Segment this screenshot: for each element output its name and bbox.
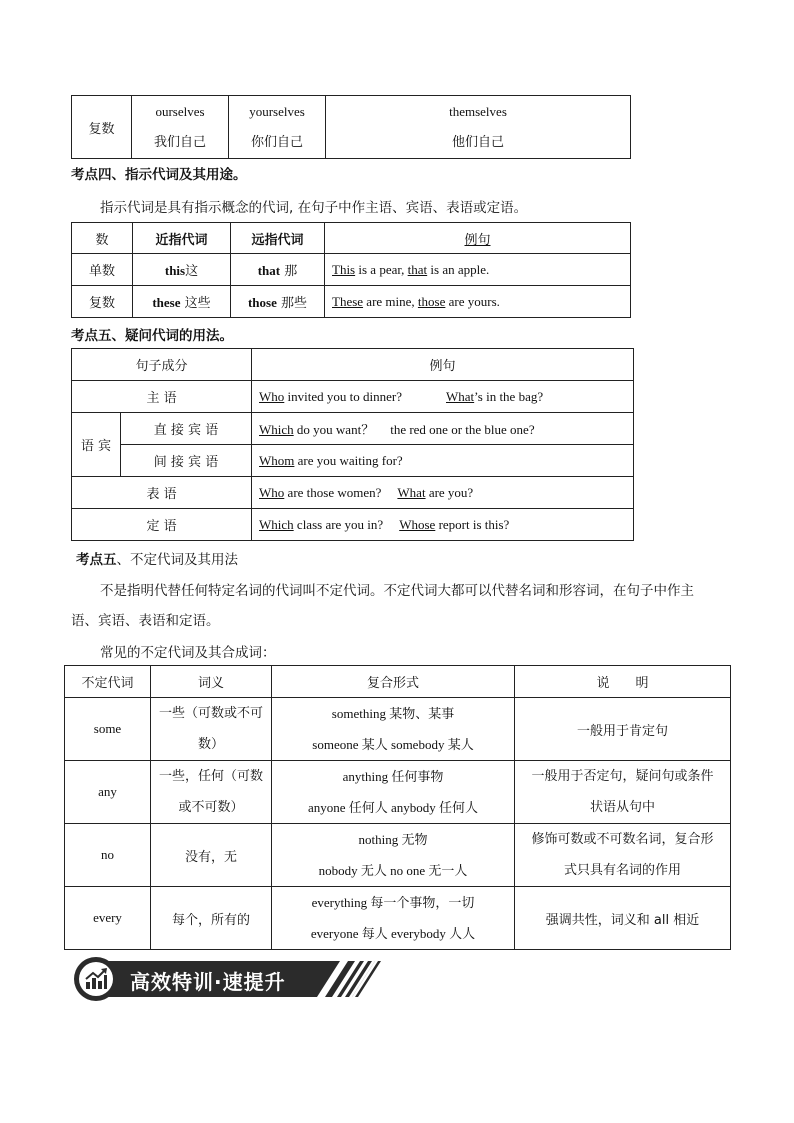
section-banner <box>72 956 387 1002</box>
table-cell: 定 语 <box>72 509 252 541</box>
demonstrative-table <box>71 222 631 318</box>
table-cell: some <box>65 698 151 761</box>
table-header: 说 明 <box>515 666 731 698</box>
table-cell: 一些，任何（可数 或不可数） <box>151 761 272 824</box>
table-header: 例句 <box>252 349 634 381</box>
table-cell: yourselves 你们自己 <box>229 96 326 159</box>
table-cell: those 那些 <box>231 286 325 318</box>
table-header: 不定代词 <box>65 666 151 698</box>
table-cell: 一些（可数或不可 数） <box>151 698 272 761</box>
table-cell: 主 语 <box>72 381 252 413</box>
table-header: 数 <box>72 223 133 254</box>
paragraph: 语、宾语、表语和定语。 <box>71 613 220 629</box>
table-cell: something 某物、某事 someone 某人 somebody 某人 <box>272 698 515 761</box>
section-heading: 考点五、疑问代词的用法。 <box>71 328 233 344</box>
section-heading: 考点四、指示代词及其用途。 <box>71 167 247 183</box>
section-heading: 考点五、不定代词及其用法 <box>76 552 238 568</box>
table-header: 近指代词 <box>133 223 231 254</box>
table-cell: 直 接 宾 语 <box>121 413 252 445</box>
table-cell: 修饰可数或不可数名词，复合形 式只具有名词的作用 <box>515 824 731 887</box>
example-sentence: Who invited you to dinner? What’s in the bag? <box>252 381 634 413</box>
table-cell: no <box>65 824 151 887</box>
table-cell: 复数 <box>72 286 133 318</box>
growth-chart-icon <box>84 967 108 991</box>
table-cell: 一般用于肯定句 <box>515 698 731 761</box>
interrogative-table <box>71 348 634 541</box>
banner-title: 高效特训·速提升 <box>130 970 286 994</box>
table-header: 例句 <box>325 223 631 254</box>
table-cell: 每个，所有的 <box>151 887 272 950</box>
paragraph: 常见的不定代词及其合成词： <box>100 645 276 661</box>
table-cell: that 那 <box>231 254 325 286</box>
table-cell: 强调共性，词义和 all 相近 <box>515 887 731 950</box>
table-cell: 单数 <box>72 254 133 286</box>
object-label: 语 宾 <box>72 413 121 477</box>
table-header: 词义 <box>151 666 272 698</box>
table-cell: themselves 他们自己 <box>326 96 631 159</box>
table-cell: these 这些 <box>133 286 231 318</box>
table-cell: any <box>65 761 151 824</box>
table-cell: every <box>65 887 151 950</box>
indefinite-pronoun-table <box>64 665 731 950</box>
example-sentence: Who are those women? What are you? <box>252 477 634 509</box>
table-cell: ourselves 我们自己 <box>132 96 229 159</box>
table-header: 复合形式 <box>272 666 515 698</box>
example-sentence: This is a pear, that is an apple. <box>325 254 631 286</box>
table-cell: 没有，无 <box>151 824 272 887</box>
paragraph: 不是指明代替任何特定名词的代词叫不定代词。不定代词大都可以代替名词和形容词，在句子中作主 <box>100 583 694 599</box>
table-header: 远指代词 <box>231 223 325 254</box>
example-sentence: These are mine, those are yours. <box>325 286 631 318</box>
table-cell: 一般用于否定句，疑问句或条件 状语从句中 <box>515 761 731 824</box>
example-sentence: Whom are you waiting for? <box>252 445 634 477</box>
example-sentence: Which do you want？ the red one or the blue one? <box>252 413 634 445</box>
example-sentence: Which class are you in? Whose report is this? <box>252 509 634 541</box>
section-intro: 指示代词是具有指示概念的代词, 在句子中作主语、宾语、表语或定语。 <box>100 200 528 216</box>
reflexive-plural-table <box>71 95 631 159</box>
table-cell: nothing 无物 nobody 无人 no one 无一人 <box>272 824 515 887</box>
table-cell: 表 语 <box>72 477 252 509</box>
table-cell: anything 任何事物 anyone 任何人 anybody 任何人 <box>272 761 515 824</box>
table-header: 句子成分 <box>72 349 252 381</box>
table-cell: everything 每一个事物，一切 everyone 每人 everybody 人人 <box>272 887 515 950</box>
table-cell: this这 <box>133 254 231 286</box>
row-label: 复数 <box>72 96 132 159</box>
table-cell: 间 接 宾 语 <box>121 445 252 477</box>
